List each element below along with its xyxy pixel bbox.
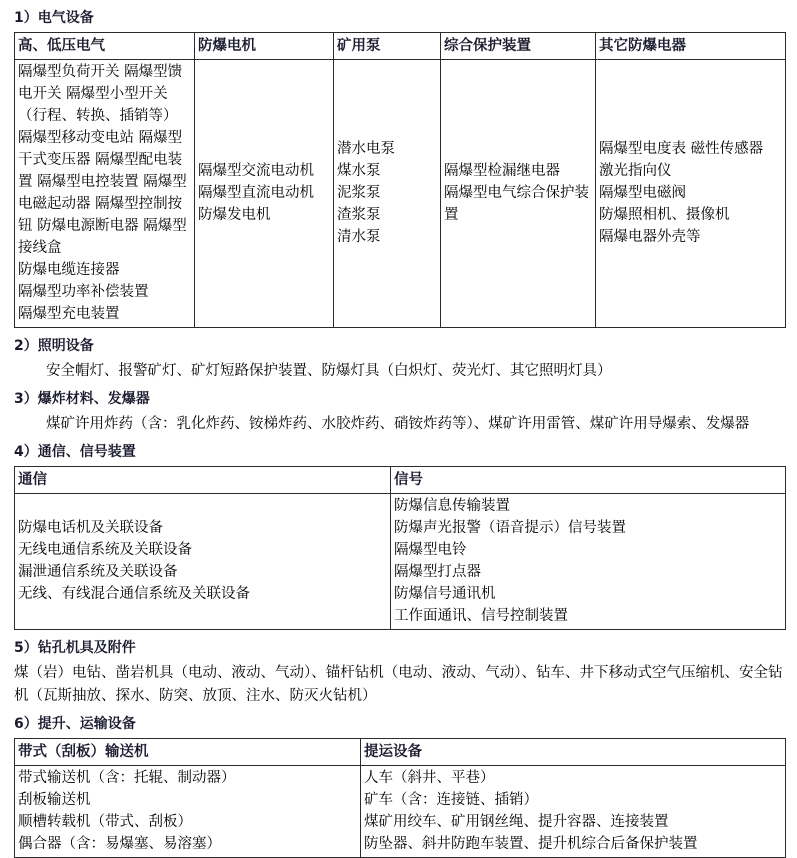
table-header-row — [15, 33, 786, 60]
cell-line: 刮板输送机 — [18, 792, 91, 808]
cell-line: 煤矿用绞车、矿用钢丝绳、提升容器、连接装置 — [364, 814, 669, 830]
cell-communication — [15, 494, 391, 630]
cell-line: 防爆电缆连接器 — [18, 262, 120, 278]
paragraph-line: 煤（岩）电钻、凿岩机具（电动、液动、气动）、锚杆钻机（电动、液动、气动）、钻车、井下移动式空气压缩机、安全钻机（瓦斯抽放、探水、防突、放顶、注水、防灭火钻机） — [14, 665, 783, 704]
section-electrical — [0, 0, 797, 328]
cell-line: 隔爆电器外壳等 — [599, 229, 701, 245]
cell-other-explosion-proof — [596, 60, 786, 328]
column-header-other-explosion-proof: 其它防爆电器 — [596, 33, 786, 60]
cell-line: 带式输送机（含：托辊、制动器） — [18, 770, 236, 786]
table-electrical-equipment — [14, 32, 786, 328]
cell-hoisting-equipment — [361, 766, 786, 858]
section-explosives — [0, 389, 797, 436]
cell-line: 隔爆型电度表 磁性传感器 — [599, 141, 764, 157]
cell-line: 防爆电话机及关联设备 — [18, 520, 163, 536]
column-header-high-low-voltage: 高、低压电气 — [15, 33, 195, 60]
cell-line: 防爆信号通讯机 — [394, 586, 496, 602]
column-header-integrated-protection: 综合保护装置 — [441, 33, 596, 60]
cell-line: 防爆声光报警（语音提示）信号装置 — [394, 520, 626, 536]
cell-line: 清水泵 — [337, 229, 381, 245]
cell-line: 隔爆型功率补偿装置 — [18, 284, 149, 300]
column-header-mine-pump: 矿用泵 — [334, 33, 441, 60]
section-heading-lighting: 2）照明设备 — [14, 338, 94, 354]
cell-line: 隔爆型电铃 — [394, 542, 467, 558]
paragraph-line: 安全帽灯、报警矿灯、矿灯短路保护装置、防爆灯具（白炽灯、荧光灯、其它照明灯具） — [46, 363, 612, 379]
cell-belt-conveyor — [15, 766, 361, 858]
cell-line: 煤水泵 — [337, 163, 381, 179]
table-row — [15, 60, 786, 328]
cell-line: 工作面通讯、信号控制装置 — [394, 608, 568, 624]
cell-line: 顺槽转载机（带式、刮板） — [18, 814, 192, 830]
table-row — [15, 766, 786, 858]
cell-line: 激光指向仪 — [599, 163, 672, 179]
section-heading-communication: 4）通信、信号装置 — [14, 444, 136, 460]
section-heading-explosives: 3）爆炸材料、发爆器 — [14, 391, 150, 407]
cell-line: 漏泄通信系统及关联设备 — [18, 564, 178, 580]
cell-line: 无线、有线混合通信系统及关联设备 — [18, 586, 250, 602]
paragraph-line: 煤矿许用炸药（含：乳化炸药、铵梯炸药、水胶炸药、硝铵炸药等）、煤矿许用雷管、煤矿许用导爆索、发爆器 — [46, 416, 750, 432]
cell-line: 隔爆型检漏继电器 — [444, 163, 560, 179]
table-row — [15, 494, 786, 630]
paragraph-lighting — [14, 360, 783, 383]
cell-line: 渣浆泵 — [337, 207, 381, 223]
cell-line: 隔爆型直流电动机 — [198, 185, 314, 201]
cell-integrated-protection — [441, 60, 596, 328]
cell-explosion-proof-motor — [195, 60, 334, 328]
column-header-explosion-proof-motor: 防爆电机 — [195, 33, 334, 60]
cell-line: 防坠器、斜井防跑车装置、提升机综合后备保护装置 — [364, 836, 698, 852]
cell-line: 泥浆泵 — [337, 185, 381, 201]
table-communication-signal — [14, 466, 786, 630]
column-header-hoisting-equipment: 提运设备 — [361, 739, 786, 766]
section-heading-hoisting: 6）提升、运输设备 — [14, 716, 136, 732]
table-hoisting-transport — [14, 738, 786, 858]
section-hoisting — [0, 714, 797, 858]
paragraph-explosives — [14, 413, 783, 436]
section-heading-drilling: 5）钻孔机具及附件 — [14, 640, 136, 656]
cell-line: 隔爆型负荷开关 隔爆型馈电开关 隔爆型小型开关（行程、转换、插销等）隔爆型移动变电站 隔爆型干式变压器 隔爆型配电装置 隔爆型电控装置 隔爆型电磁起动器 隔爆型控制按钮 防爆电源断电器 隔爆型接线盒 — [18, 64, 187, 256]
cell-line: 隔爆型电气综合保护装置 — [444, 185, 589, 223]
column-header-belt-conveyor: 带式（刮板）输送机 — [15, 739, 361, 766]
cell-line: 隔爆型打点器 — [394, 564, 481, 580]
cell-line: 偶合器（含：易爆塞、易溶塞） — [18, 836, 221, 852]
column-header-signal: 信号 — [391, 467, 786, 494]
table-header-row — [15, 739, 786, 766]
cell-mine-pump — [334, 60, 441, 328]
cell-line: 矿车（含：连接链、插销） — [364, 792, 538, 808]
cell-high-low-voltage — [15, 60, 195, 328]
table-header-row — [15, 467, 786, 494]
cell-line: 人车（斜井、平巷） — [364, 770, 495, 786]
cell-line: 防爆发电机 — [198, 207, 271, 223]
cell-line: 隔爆型充电装置 — [18, 306, 120, 322]
cell-line: 防爆照相机、摄像机 — [599, 207, 730, 223]
paragraph-drilling — [14, 662, 783, 708]
cell-line: 隔爆型交流电动机 — [198, 163, 314, 179]
section-lighting — [0, 336, 797, 383]
cell-line: 潜水电泵 — [337, 141, 395, 157]
cell-line: 隔爆型电磁阀 — [599, 185, 686, 201]
section-drilling — [0, 638, 797, 708]
cell-signal — [391, 494, 786, 630]
cell-line: 无线电通信系统及关联设备 — [18, 542, 192, 558]
column-header-communication: 通信 — [15, 467, 391, 494]
section-heading-electrical: 1）电气设备 — [14, 10, 94, 26]
section-communication — [0, 442, 797, 630]
cell-line: 防爆信息传输装置 — [394, 498, 510, 514]
